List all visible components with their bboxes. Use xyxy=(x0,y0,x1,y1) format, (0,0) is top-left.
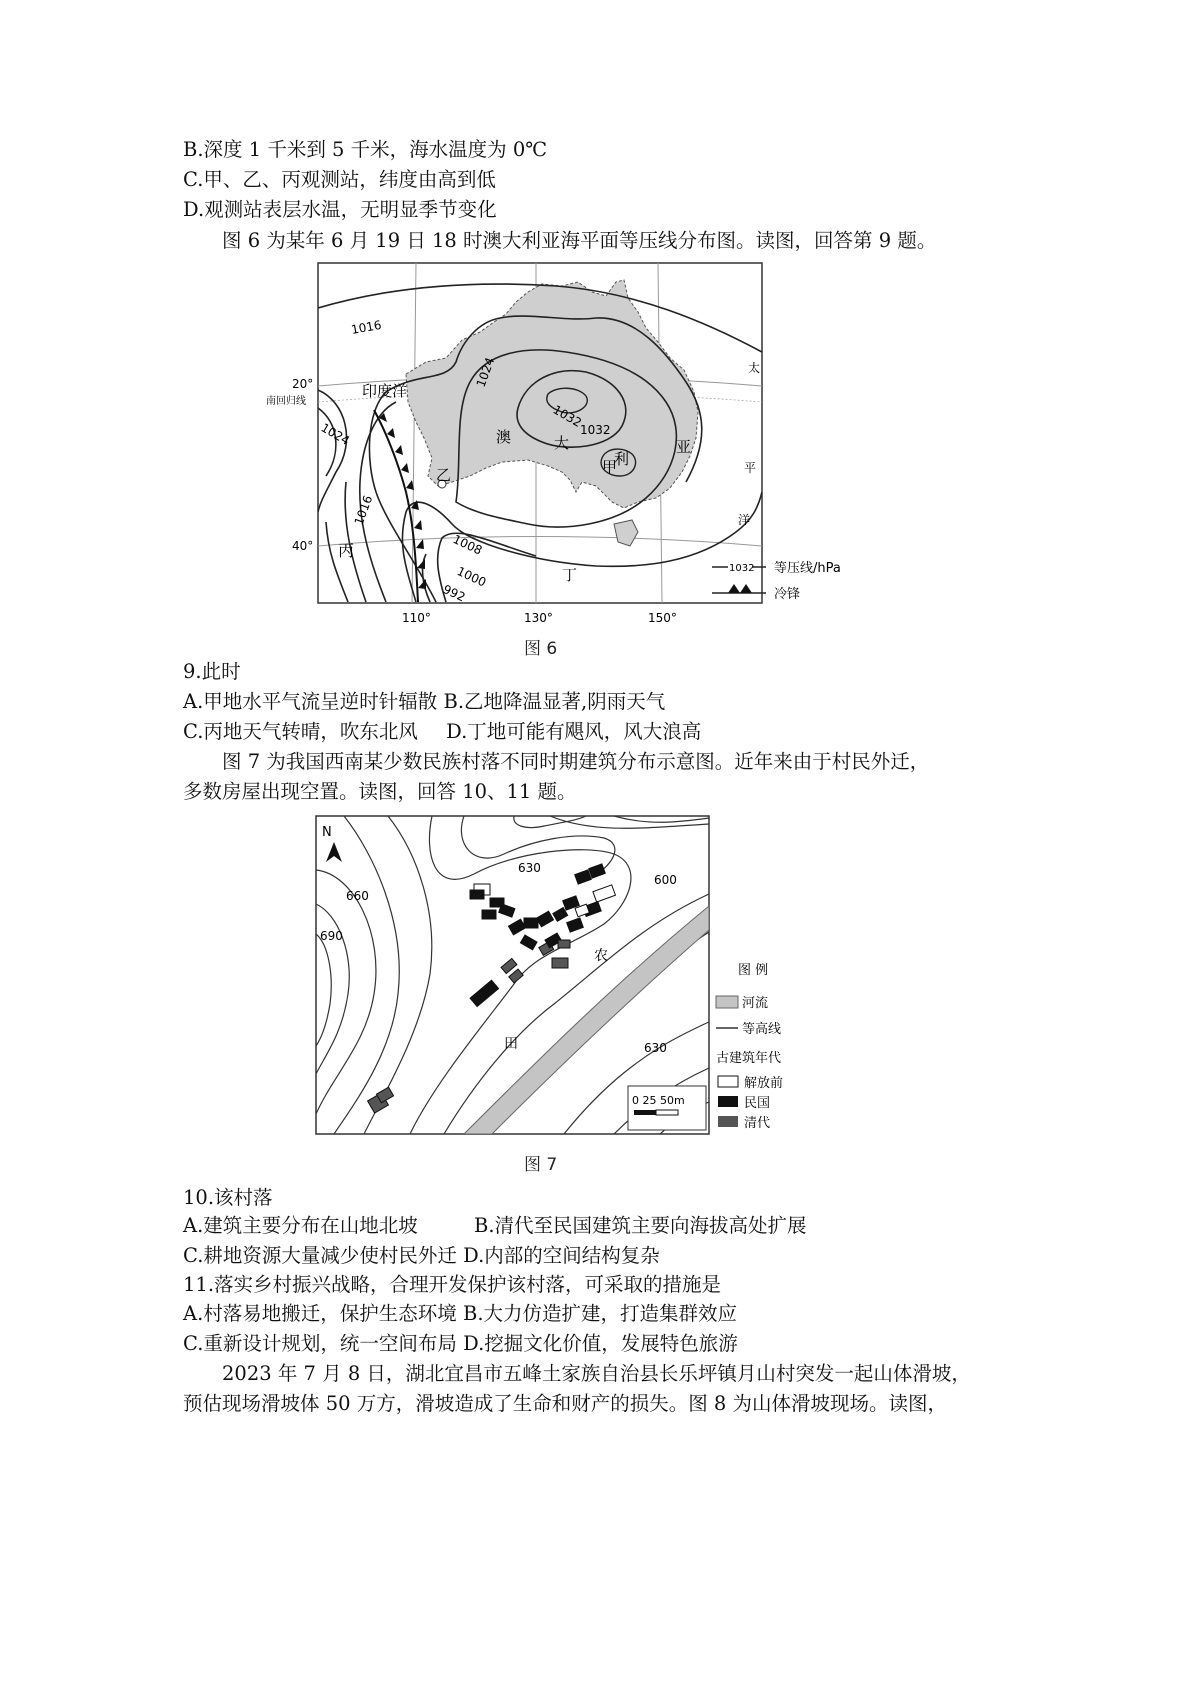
place-label: 印度洋 xyxy=(362,382,408,400)
place-label: 甲 xyxy=(602,458,618,476)
option-d: D.观测站表层水温，无明显季节变化 xyxy=(183,198,497,221)
legend-river: 河流 xyxy=(742,996,769,1011)
q9-row-2 xyxy=(183,720,701,744)
contour-label: 630 xyxy=(518,861,541,875)
place-label: 太 xyxy=(748,361,761,375)
isobar-label: 992 xyxy=(440,582,468,605)
q11-option-b: B.大力仿造扩建，打造集群效应 xyxy=(462,1302,738,1325)
q10-row-1 xyxy=(183,1214,807,1238)
legend-pre-liberation: 解放前 xyxy=(744,1076,784,1091)
q9-option-b: B.乙地降温显著,阴雨天气 xyxy=(443,690,666,713)
isobar-label: 1016 xyxy=(351,493,376,528)
q9-option-d: D.丁地可能有飓风，风大浪高 xyxy=(446,720,702,743)
contour-label: 660 xyxy=(346,889,369,903)
option-c: C.甲、乙、丙观测站，纬度由高到低 xyxy=(183,168,496,191)
place-label: 洋 xyxy=(738,513,751,527)
q11-option-d: D.挖掘文化价值，发展特色旅游 xyxy=(463,1332,738,1355)
legend-isobar-sample: 1032 xyxy=(729,563,755,574)
place-label: 亚 xyxy=(676,438,692,456)
q10-option-a: A.建筑主要分布在山地北坡 xyxy=(183,1214,418,1237)
legend-qing: 清代 xyxy=(744,1116,771,1131)
legend-republic: 民国 xyxy=(744,1096,771,1111)
isobar-label: 1016 xyxy=(350,317,383,337)
scale-bar xyxy=(628,1086,706,1130)
closing-line-1: 2023 年 7 月 8 日，湖北宜昌市五峰土家族自治县长乐坪镇月山村突发一起山体滑坡， xyxy=(222,1362,971,1385)
isobar-label: 1032 xyxy=(550,402,584,430)
legend-cold-front: 冷锋 xyxy=(774,587,801,602)
lat-label-40: 40° xyxy=(292,539,314,553)
q9-option-c: C.丙地天气转晴，吹东北风 xyxy=(183,720,418,743)
area-label: 农 xyxy=(594,948,608,964)
q10-option-c: C.耕地资源大量减少使村民外迁 xyxy=(183,1244,457,1267)
figure-7-caption: 图 7 xyxy=(524,1155,558,1175)
q9-option-a: A.甲地水平气流呈逆时针辐散 xyxy=(183,690,438,713)
q9-row-1 xyxy=(183,690,665,714)
isobar-label: 1032 xyxy=(580,423,611,437)
q11-stem: 11.落实乡村振兴战略，合理开发保护该村落，可采取的措施是 xyxy=(183,1273,722,1296)
contour-label: 630 xyxy=(644,1041,667,1055)
option-b: B.深度 1 千米到 5 千米，海水温度为 0℃ xyxy=(183,138,548,161)
q11-row-1 xyxy=(183,1302,737,1326)
legend-title: 图 例 xyxy=(738,963,769,978)
lon-label-110: 110° xyxy=(402,611,431,625)
legend-era-title: 古建筑年代 xyxy=(716,1051,782,1066)
q11-option-c: C.重新设计规划，统一空间布局 xyxy=(183,1332,457,1355)
place-label: 丙 xyxy=(338,541,355,560)
q10-option-d: D.内部的空间结构复杂 xyxy=(463,1244,660,1267)
q10-option-b: B.清代至民国建筑主要向海拔高处扩展 xyxy=(473,1214,807,1237)
isobar-label: 1024 xyxy=(473,355,498,390)
lat-label-20: 20° xyxy=(292,377,314,391)
q11-row-2 xyxy=(183,1332,738,1356)
isobar-label: 1024 xyxy=(318,420,352,448)
place-label: 平 xyxy=(744,461,757,475)
legend-isobar: 等压线/hPa xyxy=(774,561,841,576)
lon-label-150: 150° xyxy=(648,611,677,625)
legend-contour: 等高线 xyxy=(742,1022,782,1037)
north-label: N xyxy=(322,825,332,840)
q11-option-a: A.村落易地搬迁，保护生态环境 xyxy=(183,1302,457,1325)
scale-label: 0 25 50m xyxy=(632,1094,685,1107)
fig7-legend xyxy=(716,963,783,1131)
lat-label-tropic: 南回归线 xyxy=(266,396,306,407)
isobar-label: 1000 xyxy=(454,564,489,590)
figure-6-isobar-map xyxy=(266,262,946,632)
contour-label: 600 xyxy=(654,873,677,887)
fig7-intro-line-1: 图 7 为我国西南某少数民族村落不同时期建筑分布示意图。近年来由于村民外迁， xyxy=(222,750,930,773)
figure-7-village-map xyxy=(314,814,814,1142)
q10-row-2 xyxy=(183,1244,660,1268)
place-label: 澳 xyxy=(496,428,512,446)
lon-label-130: 130° xyxy=(524,611,553,625)
area-label: 田 xyxy=(504,1036,518,1052)
contour-label: 690 xyxy=(320,929,343,943)
closing-line-2: 预估现场滑坡体 50 万方，滑坡造成了生命和财产的损失。图 8 为山体滑坡现场。读图， xyxy=(183,1392,948,1415)
q10-stem: 10.该村落 xyxy=(183,1186,273,1209)
fig6-intro: 图 6 为某年 6 月 19 日 18 时澳大利亚海平面等压线分布图。读图，回答第 9 题。 xyxy=(222,229,937,252)
figure-6-caption: 图 6 xyxy=(524,639,558,659)
q9-stem: 9.此时 xyxy=(183,660,241,683)
place-label: 丁 xyxy=(562,566,578,584)
place-label: 大 xyxy=(554,434,570,452)
place-label: 利 xyxy=(614,450,630,468)
isobar-label: 1008 xyxy=(450,532,485,558)
fig7-intro-line-2: 多数房屋出现空置。读图，回答 10、11 题。 xyxy=(183,780,577,803)
place-label: 乙 xyxy=(436,466,452,484)
